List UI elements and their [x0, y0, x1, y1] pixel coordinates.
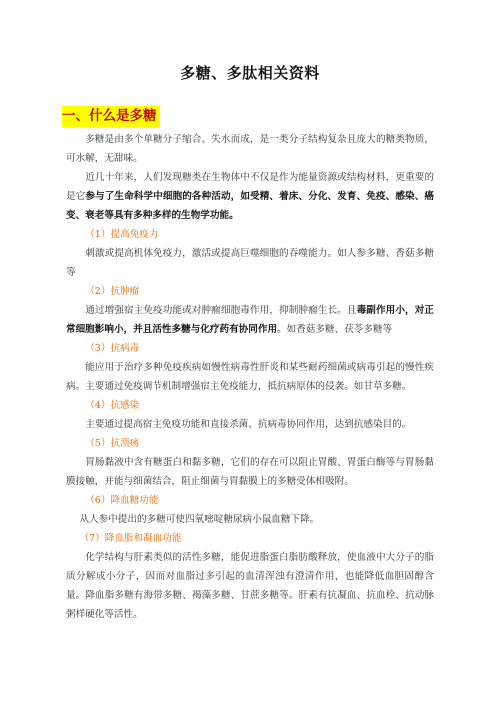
paragraph-antitumor-plain: 通过增强宿主免疫功能或对肿瘤细胞毒作用，抑制肿瘤生长。且: [85, 305, 357, 316]
subheading-anti-ulcer: （5）抗溃疡: [85, 438, 140, 449]
section-heading-what-is-polysaccharide: 一、什么是多糖: [62, 106, 160, 127]
paragraph-anti-infection: 主要通过提高宿主免疫功能和直接杀菌、抗病毒协同作用，达到抗感染目的。: [85, 419, 412, 430]
paragraph-blood-lipid: 化学结构与肝素类似的活性多糖，能促进脂蛋白脂肪酸释放，使血液中大分子的脂质分解成小分子，因而对血脂过多引起的血清浑浊有澄清作用，也能降低血胆固醇含量。降血脂多糖有海带多糖、褐藻多糖、甘蔗多糖等。肝素有抗凝血、抗血栓、抗动脉粥样硬化等活性。: [66, 552, 434, 620]
subheading-anti-infection: （4）抗感染: [85, 400, 140, 411]
paragraph-antitumor-tail: 。如香菇多糖、茯苓多糖等: [277, 324, 393, 335]
subheading-blood-lipid: （7）降血脂和凝血功能: [79, 533, 182, 544]
intro-paragraph-2: [66, 168, 434, 225]
paragraph-blood-sugar: 从人参中提出的多糖可使四氧嘧啶糖尿病小鼠血糖下降。: [79, 514, 320, 525]
paragraph-antiviral: 能应用于治疗多种免疫疾病如慢性病毒性肝炎和某些耐药细菌或病毒引起的慢性疾病。主要通过免疫调节机制增强宿主免疫能力，抵抗病原体的侵袭。如甘草多糖。: [66, 362, 434, 392]
intro-paragraph-2-bold: 参与了生命科学中细胞的各种活动，如受精、着床、分化、发育、免疫、感染、癌变、衰老等具有多种多样的生物学功能。: [66, 191, 435, 221]
document-title: 多糖、多肽相关资料: [180, 64, 320, 82]
paragraph-antitumor: [66, 301, 434, 339]
subheading-antitumor: （2）抗肿瘤: [85, 286, 140, 297]
subheading-blood-sugar: （6）降血糖功能: [85, 495, 159, 506]
paragraph-antitumor-bold: 毒副作用小，对正常细胞影响小，并且活性多糖与化疗药有协同作用: [66, 305, 434, 335]
subheading-antiviral: （3）抗病毒: [85, 343, 140, 354]
paragraph-immunity: 刺激或提高机体免疫力，激活或提高巨噬细胞的吞噬能力。如人参多糖、香菇多糖等: [66, 248, 434, 278]
intro-paragraph-2-plain: 近几十年来，人们发现糖类在生物体中不仅是作为能量资源或结构材料，更重要的是它: [66, 172, 434, 202]
intro-paragraph-1: 多糖是由多个单糖分子缩合、失水而成，是一类分子结构复杂且庞大的糖类物质，可水解，无甜味。: [66, 134, 434, 164]
paragraph-anti-ulcer: 胃肠黏液中含有糖蛋白和黏多糖，它们的存在可以阻止胃酸、胃蛋白酶等与胃肠黏膜接触，并能与细菌结合，阻止细菌与胃黏膜上的多糖受体相吸附。: [66, 457, 434, 487]
subheading-immunity: （1）提高免疫力: [85, 229, 159, 240]
